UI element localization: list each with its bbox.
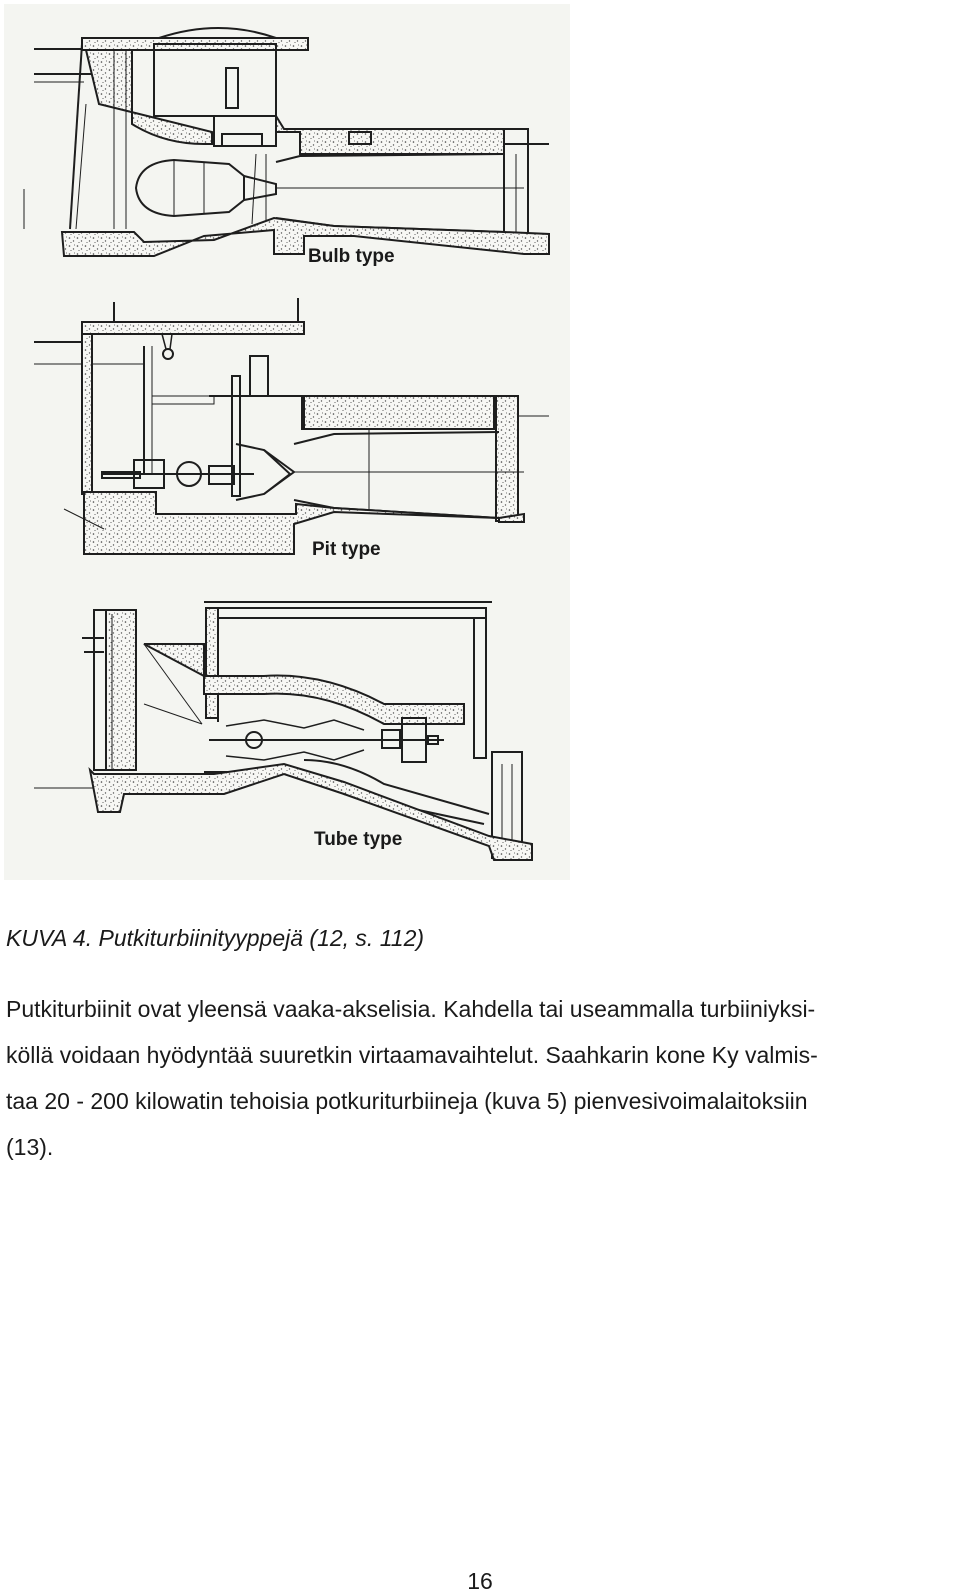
pit-type-diagram bbox=[34, 298, 549, 560]
figure-caption: KUVA 4. Putkiturbiinityyppejä (12, s. 112) bbox=[6, 925, 425, 951]
page-number: 16 bbox=[467, 1568, 493, 1594]
tube-type-label: Tube type bbox=[314, 829, 403, 850]
paragraph-line: taa 20 - 200 kilowatin tehoisia potkuriturbiineja (kuva 5) pienvesivoimalaitoksiin bbox=[6, 1088, 808, 1114]
bulb-type-label: Bulb type bbox=[308, 246, 395, 267]
paragraph-line: köllä voidaan hyödyntää suuretkin virtaamavaihtelut. Saahkarin kone Ky valmis- bbox=[6, 1042, 818, 1068]
pit-type-label: Pit type bbox=[312, 539, 381, 560]
paragraph-line: Putkiturbiinit ovat yleensä vaaka-akselisia. Kahdella tai useammalla turbiiniyksi- bbox=[6, 996, 816, 1022]
tube-type-diagram bbox=[34, 602, 532, 860]
turbine-types-figure bbox=[4, 4, 570, 880]
paragraph-line: (13). bbox=[6, 1134, 54, 1160]
body-paragraph bbox=[6, 986, 956, 1170]
bulb-type-diagram bbox=[24, 28, 549, 267]
turbine-diagram bbox=[4, 4, 570, 880]
